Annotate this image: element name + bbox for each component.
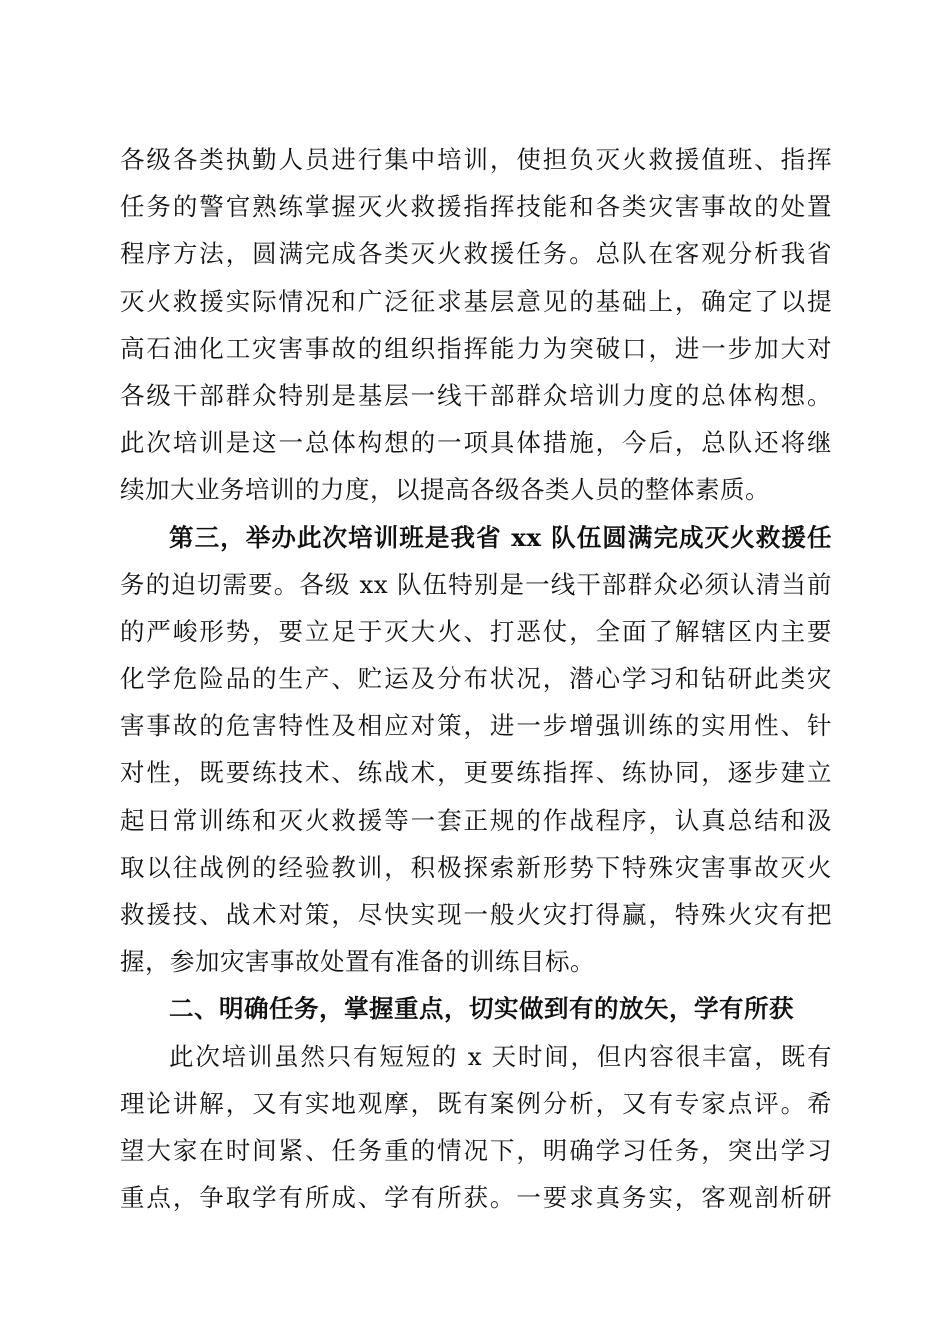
text-line: 此次培训是这一总体构想的一项具体措施，今后，总队还将继 <box>120 428 832 458</box>
text-line: 握，参加灾害事故处置有准备的训练目标。 <box>120 947 595 977</box>
text-line: 各级干部群众特别是基层一线干部群众培训力度的总体构想。 <box>120 380 832 410</box>
document-body <box>120 136 832 1221</box>
text-line: 理论讲解，又有实地观摩，既有案例分析，又有专家点评。希 <box>120 1088 832 1118</box>
text-line: 取以往战例的经验教训，积极探索新形势下特殊灾害事故灭火 <box>120 852 832 882</box>
text-line: 害事故的危害特性及相应对策，进一步增强训练的实用性、针 <box>120 711 832 741</box>
text-line: 灭火救援实际情况和广泛征求基层意见的基础上，确定了以提 <box>120 286 832 316</box>
text-line: 救援技、战术对策，尽快实现一般火灾打得赢，特殊火灾有把 <box>120 900 832 929</box>
text-line: 高石油化工灾害事故的组织指挥能力为突破口，进一步加大对 <box>120 333 832 363</box>
text-line: 程序方法，圆满完成各类灭火救援任务。总队在客观分析我省 <box>120 239 832 269</box>
text-line: 的严峻形势，要立足于灭大火、打恶仗，全面了解辖区内主要 <box>120 616 832 646</box>
text-line: 化学危险品的生产、贮运及分布状况，潜心学习和钻研此类灾 <box>120 664 832 694</box>
text-line: 此次培训虽然只有短短的 x 天时间，但内容很丰富，既有 <box>169 1041 832 1071</box>
paragraph-lead-line: 第三，举办此次培训班是我省 xx 队伍圆满完成灭火救援任 <box>169 522 832 552</box>
text-line: 望大家在时间紧、任务重的情况下，明确学习任务，突出学习 <box>120 1135 832 1165</box>
text-line: 重点，争取学有所成、学有所获。一要求真务实，客观剖析研 <box>120 1183 832 1213</box>
text-line: 对性，既要练技术、练战术，更要练指挥、练协同，逐步建立 <box>120 758 832 788</box>
section-heading: 二、明确任务，掌握重点，切实做到有的放矢，学有所获 <box>169 994 794 1024</box>
text-line: 任务的警官熟练掌握灭火救援指挥技能和各类灾害事故的处置 <box>120 192 832 222</box>
text-line: 各级各类执勤人员进行集中培训，使担负灭火救援值班、指挥 <box>120 145 832 174</box>
text-line: 务的迫切需要。各级 xx 队伍特别是一线干部群众必须认清当前 <box>120 569 832 599</box>
text-line: 续加大业务培训的力度，以提高各级各类人员的整体素质。 <box>120 475 770 505</box>
text-line: 起日常训练和灭火救援等一套正规的作战程序，认真总结和汲 <box>120 805 832 835</box>
